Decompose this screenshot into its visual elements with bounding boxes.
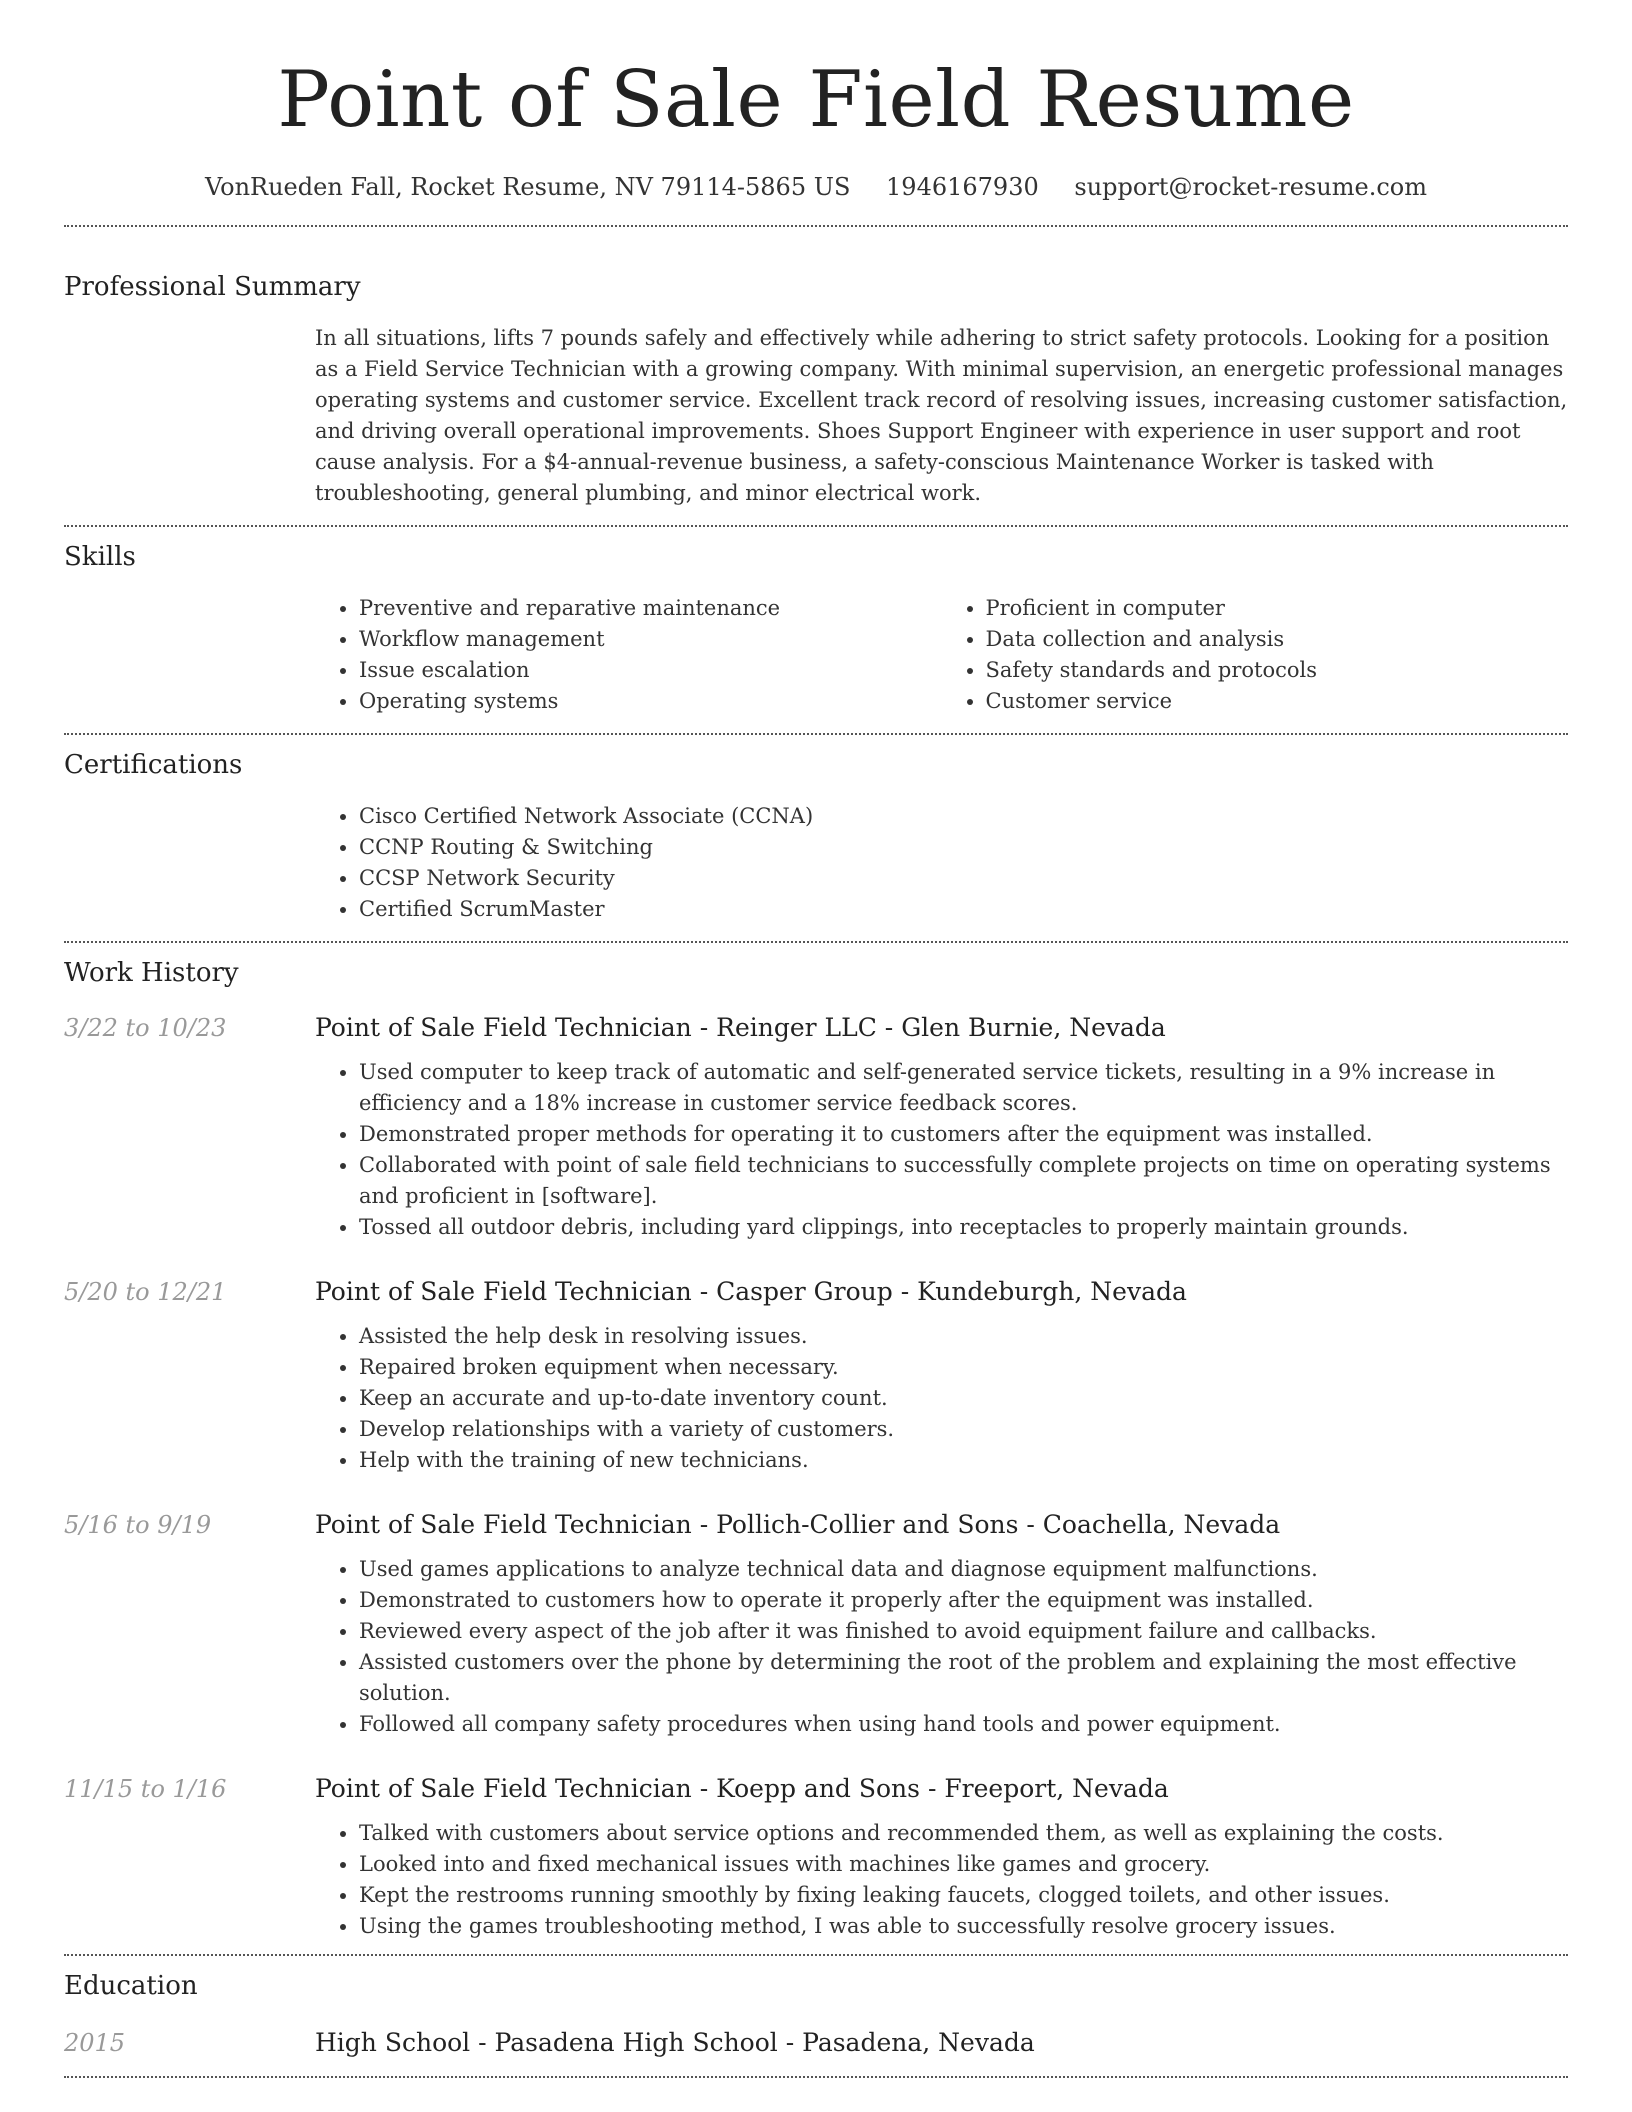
certification-item: • CCNP Routing & Switching [359, 832, 1568, 863]
job-bullets [315, 1057, 1568, 1243]
job-date: 5/20 to 12/21 [64, 1278, 227, 1306]
job-bullet: • Used computer to keep track of automatic and self-generated service tickets, resulting in a 9% increase in efficiency and a 18% increase in customer service feedback scores. [359, 1057, 1568, 1119]
job-title: Point of Sale Field Technician - Reinger LLC - Glen Burnie, Nevada [315, 1013, 1166, 1042]
summary-section [64, 269, 1568, 509]
job-bullet: • Assisted the help desk in resolving issues. [359, 1321, 1568, 1352]
job-bullet: • Collaborated with point of sale field technicians to successfully complete projects on time on operating systems and proficient in [software]. [359, 1150, 1568, 1212]
job-entry [64, 1772, 1568, 1942]
education-entry [64, 2026, 1568, 2060]
education-section [64, 1968, 1568, 2060]
contact-phone: 1946167930 [886, 173, 1039, 201]
skill-item: • Customer service [986, 686, 1569, 717]
skills-section [64, 539, 1568, 717]
certification-item: • CCSP Network Security [359, 863, 1568, 894]
skills-list-right [942, 593, 1569, 717]
skill-item: • Proficient in computer [986, 593, 1569, 624]
job-bullets [315, 1554, 1568, 1740]
job-main [315, 1011, 1568, 1243]
education-date: 2015 [64, 2029, 126, 2057]
job-bullet: • Looked into and fixed mechanical issues with machines like games and grocery. [359, 1849, 1568, 1880]
summary-heading: Professional Summary [64, 272, 361, 302]
job-bullet: • Keep an accurate and up-to-date inventory count. [359, 1383, 1568, 1414]
skill-item: • Data collection and analysis [986, 624, 1569, 655]
contact-email: support@rocket-resume.com [1074, 173, 1427, 201]
skill-item: • Preventive and reparative maintenance [359, 593, 942, 624]
job-bullet: • Help with the training of new technicians. [359, 1445, 1568, 1476]
job-main [315, 1275, 1568, 1476]
job-entry [64, 1508, 1568, 1740]
divider [64, 1954, 1568, 1956]
job-bullet: • Talked with customers about service options and recommended them, as well as explaining the costs. [359, 1818, 1568, 1849]
education-title: High School - Pasadena High School - Pasadena, Nevada [315, 2028, 1035, 2057]
summary-text: In all situations, lifts 7 pounds safely and effectively while adhering to strict safety protocols. Looking for a position as a Field Service Technician with a growing company. With minimal supervision, an energetic professional manages operating systems and customer service. Excellent track record of resolving issues, increasing customer satisfaction, and driving overall operational improvements. Shoes Support Engineer with experience in user support and root cause analysis. For a $4-annual-revenue business, a safety-conscious Maintenance Worker is tasked with troubleshooting, general plumbing, and minor electrical work. [315, 326, 1568, 505]
job-bullet: • Reviewed every aspect of the job after it was finished to avoid equipment failure and callbacks. [359, 1616, 1568, 1647]
work-section [64, 955, 1568, 1942]
skills-list-left [315, 593, 942, 717]
certifications-list [315, 801, 1568, 925]
work-heading: Work History [64, 958, 239, 988]
job-bullet: • Assisted customers over the phone by determining the root of the problem and explaining the most effective solution. [359, 1647, 1568, 1709]
job-bullet: • Used games applications to analyze technical data and diagnose equipment malfunctions. [359, 1554, 1568, 1585]
divider [64, 941, 1568, 943]
job-title: Point of Sale Field Technician - Pollich-Collier and Sons - Coachella, Nevada [315, 1510, 1281, 1539]
skill-item: • Workflow management [359, 624, 942, 655]
divider [64, 525, 1568, 527]
job-bullet: • Demonstrated proper methods for operating it to customers after the equipment was installed. [359, 1119, 1568, 1150]
divider [64, 733, 1568, 735]
job-title: Point of Sale Field Technician - Koepp and Sons - Freeport, Nevada [315, 1774, 1169, 1803]
resume-page [64, 50, 1568, 2078]
contact-line [64, 170, 1568, 204]
certification-item: • Cisco Certified Network Associate (CCNA) [359, 801, 1568, 832]
divider [64, 225, 1568, 227]
job-bullet: • Using the games troubleshooting method, I was able to successfully resolve grocery issues. [359, 1911, 1568, 1942]
job-bullet: • Followed all company safety procedures when using hand tools and power equipment. [359, 1709, 1568, 1740]
job-bullets [315, 1321, 1568, 1476]
skill-item: • Safety standards and protocols [986, 655, 1569, 686]
job-bullets [315, 1818, 1568, 1942]
job-main [315, 1772, 1568, 1942]
skills-grid [315, 593, 1568, 717]
job-main [315, 1508, 1568, 1740]
job-bullet: • Repaired broken equipment when necessary. [359, 1352, 1568, 1383]
education-main [315, 2026, 1568, 2060]
divider [64, 2076, 1568, 2078]
job-bullet: • Demonstrated to customers how to operate it properly after the equipment was installed. [359, 1585, 1568, 1616]
certification-item: • Certified ScrumMaster [359, 894, 1568, 925]
job-bullet: • Develop relationships with a variety of customers. [359, 1414, 1568, 1445]
contact-address: VonRueden Fall, Rocket Resume, NV 79114-5865 US [204, 173, 851, 201]
skill-item: • Operating systems [359, 686, 942, 717]
skill-item: • Issue escalation [359, 655, 942, 686]
job-date: 3/22 to 10/23 [64, 1014, 227, 1042]
job-bullet: • Kept the restrooms running smoothly by fixing leaking faucets, clogged toilets, and other issues. [359, 1880, 1568, 1911]
job-bullet: • Tossed all outdoor debris, including yard clippings, into receptacles to properly maintain grounds. [359, 1212, 1568, 1243]
job-entry [64, 1275, 1568, 1476]
certifications-heading: Certifications [64, 750, 243, 780]
job-title: Point of Sale Field Technician - Casper Group - Kundeburgh, Nevada [315, 1277, 1187, 1306]
skills-heading: Skills [64, 542, 136, 572]
job-entry [64, 1011, 1568, 1243]
job-date: 11/15 to 1/16 [64, 1775, 227, 1803]
certifications-section [64, 747, 1568, 925]
resume-title: Point of Sale Field Resume [277, 55, 1355, 145]
job-date: 5/16 to 9/19 [64, 1511, 212, 1539]
education-heading: Education [64, 1971, 198, 2001]
certifications-content [315, 801, 1568, 925]
